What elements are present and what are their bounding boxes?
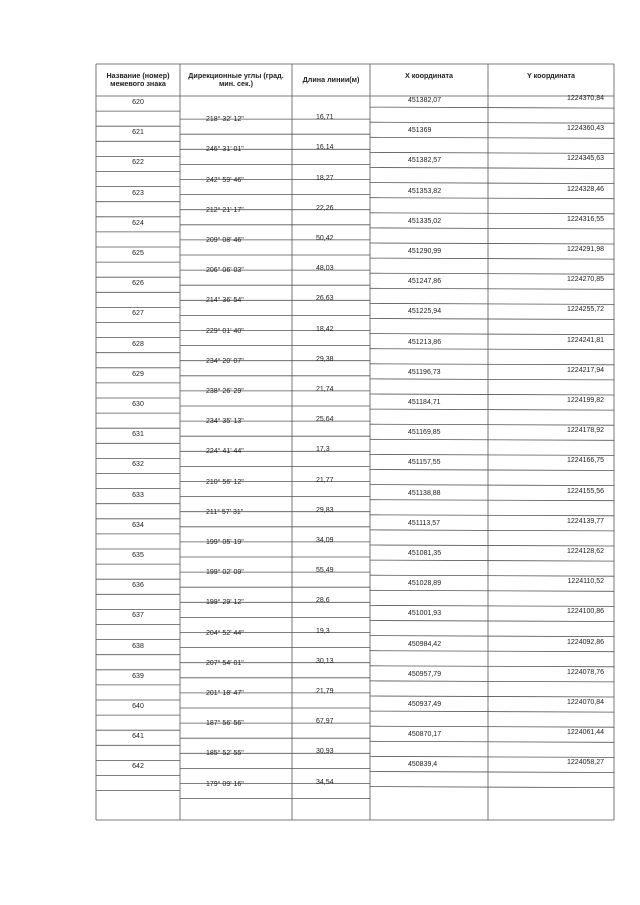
grid-line-row (370, 122, 614, 123)
header-angle: Дирекционные углы (град. мин. сек.) (188, 71, 284, 88)
line-length: 30,93 (316, 748, 334, 756)
y-coordinate: 1224345,63 (567, 155, 604, 163)
direction-angle: 214° 36' 54" (206, 297, 244, 305)
direction-angle: 204° 52' 44" (206, 629, 244, 637)
header-x: X координата (404, 71, 454, 80)
grid-line-row (370, 439, 614, 440)
y-coordinate: 1224255,72 (567, 306, 604, 314)
line-length: 21,77 (316, 476, 334, 484)
y-coordinate: 1224061,44 (567, 729, 604, 737)
line-length: 55,49 (316, 567, 334, 575)
grid-line-row (370, 696, 614, 697)
header-y: Y координата (527, 71, 575, 80)
grid-line-row (370, 409, 614, 410)
line-length: 21,79 (316, 687, 334, 695)
y-coordinate: 1224316,55 (567, 215, 604, 223)
point-name: 636 (132, 582, 144, 590)
direction-angle: 229° 01' 40" (206, 327, 244, 335)
x-coordinate: 451081,35 (408, 550, 442, 557)
point-name: 627 (132, 310, 144, 318)
direction-angle: 246° 31' 01" (206, 146, 244, 154)
x-coordinate: 451001,93 (408, 610, 442, 618)
grid-line-row (370, 379, 614, 380)
direction-angle: 238° 26' 29" (206, 387, 244, 395)
grid-line-row (370, 303, 614, 304)
x-coordinate: 451382,07 (408, 97, 442, 104)
grid-line-row (370, 756, 614, 757)
line-length: 67,97 (316, 718, 334, 726)
y-coordinate: 1224155,56 (567, 487, 604, 495)
line-length: 48,03 (316, 265, 334, 273)
point-name: 634 (132, 521, 144, 529)
x-coordinate: 451335,02 (408, 217, 442, 225)
y-coordinate: 1224178,92 (567, 427, 604, 435)
point-name: 620 (132, 99, 144, 106)
grid-line-row (370, 741, 614, 742)
line-length: 22,26 (316, 204, 334, 212)
point-name: 635 (132, 552, 144, 559)
x-coordinate: 451382,57 (408, 157, 442, 165)
grid-line-row (370, 334, 614, 335)
x-coordinate: 451353,82 (408, 187, 442, 195)
grid-line-row (370, 621, 614, 622)
point-name: 637 (132, 612, 144, 620)
grid-line-row (370, 424, 614, 425)
y-coordinate: 1224070,84 (567, 699, 604, 706)
direction-angle: 179° 09' 16" (206, 780, 244, 788)
point-name: 639 (132, 672, 144, 680)
grid-line-row (370, 168, 614, 169)
grid-line-row (370, 726, 614, 727)
x-coordinate: 451138,88 (408, 489, 441, 497)
x-coordinate: 450957,79 (408, 670, 442, 678)
x-coordinate: 451169,85 (408, 429, 441, 437)
grid-line-row (370, 152, 614, 153)
y-coordinate: 1224058,27 (567, 759, 604, 767)
point-name: 632 (132, 461, 144, 469)
line-length: 26,63 (316, 295, 334, 303)
direction-angle: 224° 41' 44" (206, 448, 244, 456)
x-coordinate: 451157,55 (408, 459, 441, 467)
line-length: 18,42 (316, 325, 334, 333)
y-coordinate: 1224217,94 (567, 366, 604, 374)
point-name: 629 (132, 370, 144, 378)
line-length: 29,83 (316, 506, 334, 514)
grid-line-row (370, 258, 614, 259)
point-name: 626 (132, 280, 144, 288)
line-length: 29,38 (316, 355, 334, 363)
grid-line-row (370, 394, 614, 395)
grid-line-row (370, 319, 614, 320)
y-coordinate: 1224092,86 (567, 638, 604, 646)
point-name: 631 (132, 431, 144, 439)
line-length: 16,14 (316, 144, 334, 152)
grid-line-row (370, 243, 614, 244)
direction-angle: 199° 05' 19" (206, 538, 244, 546)
line-length: 28,6 (316, 597, 330, 605)
direction-angle: 234° 35' 13" (206, 418, 244, 426)
header-length: Длина линии(м) (302, 75, 360, 84)
direction-angle: 242° 59' 46" (206, 176, 244, 184)
y-coordinate: 1224291,98 (567, 246, 604, 253)
grid-line-row (370, 288, 614, 289)
x-coordinate: 451028,89 (408, 580, 442, 588)
line-length: 25,64 (316, 416, 334, 424)
y-coordinate: 1224166,75 (567, 457, 604, 465)
grid-line-row (370, 560, 614, 561)
line-length: 19,3 (316, 627, 330, 635)
grid-line-row (370, 575, 614, 576)
y-coordinate: 1224078,76 (567, 668, 604, 676)
point-name: 638 (132, 642, 144, 650)
grid-line-row (370, 485, 614, 486)
direction-angle: 234° 20' 07" (206, 357, 244, 365)
y-coordinate: 1224110,52 (567, 578, 604, 586)
point-name: 625 (132, 250, 144, 257)
grid-line-row (370, 651, 614, 652)
header-name: Название (номер) межевого знака (106, 71, 170, 88)
direction-angle: 199° 02' 09" (206, 569, 244, 577)
point-name: 640 (132, 703, 144, 710)
grid-line-row (370, 349, 614, 350)
x-coordinate: 450937,49 (408, 701, 442, 708)
grid-line-row (370, 273, 614, 274)
grid-line-row (370, 198, 614, 199)
direction-angle: 211° 57' 31" (206, 508, 244, 516)
direction-angle: 206° 06' 03" (206, 267, 244, 275)
point-name: 623 (132, 189, 144, 197)
grid-line-row (370, 681, 614, 682)
x-coordinate: 451369 (408, 127, 432, 135)
point-name: 630 (132, 401, 144, 408)
point-name: 628 (132, 340, 144, 348)
grid-line-row (370, 137, 614, 138)
line-length: 18,27 (316, 174, 334, 182)
point-name: 641 (132, 733, 144, 741)
grid-line-row (370, 787, 614, 788)
grid-line-row (370, 454, 614, 455)
x-coordinate: 451113,57 (408, 519, 441, 527)
grid-line-row (370, 213, 614, 214)
direction-angle: 209° 08' 46" (206, 236, 244, 244)
grid-line-row (370, 590, 614, 591)
direction-angle: 187° 56' 56" (206, 720, 244, 728)
y-coordinate: 1224270,85 (567, 276, 604, 284)
point-name: 642 (132, 763, 144, 771)
line-length: 17,3 (316, 446, 330, 454)
grid-line-row (370, 605, 614, 606)
line-length: 34,54 (316, 778, 334, 786)
grid-line-row (370, 183, 614, 184)
y-coordinate: 1224328,46 (567, 185, 604, 193)
y-coordinate: 1224360,43 (567, 125, 604, 133)
grid-line-row (370, 470, 614, 471)
grid-line-row (370, 530, 614, 531)
x-coordinate: 451225,94 (408, 308, 442, 316)
line-length: 30,13 (316, 657, 334, 665)
x-coordinate: 451196,73 (408, 368, 441, 376)
point-name: 624 (132, 219, 144, 227)
direction-angle: 212° 21' 17" (206, 206, 244, 214)
y-coordinate: 1224241,81 (567, 336, 604, 344)
y-coordinate: 1224139,77 (567, 517, 604, 525)
grid-line-row (370, 636, 614, 637)
y-coordinate: 1224128,62 (567, 548, 604, 555)
grid-line-row (370, 772, 614, 773)
direction-angle: 210° 56' 12" (206, 478, 244, 486)
x-coordinate: 451184,71 (408, 399, 441, 406)
grid-line-row (370, 364, 614, 365)
grid-line-row (370, 711, 614, 712)
line-length: 50,42 (316, 234, 334, 242)
grid-line-row (370, 107, 614, 108)
point-name: 633 (132, 491, 144, 499)
y-coordinate: 1224100,86 (567, 608, 604, 616)
grid-line-row (370, 500, 614, 501)
x-coordinate: 451247,86 (408, 278, 442, 286)
grid-line-row (370, 545, 614, 546)
boundary-coordinates-table (96, 64, 614, 820)
y-coordinate: 1224370,84 (567, 95, 604, 102)
point-name: 622 (132, 159, 144, 167)
direction-angle: 218° 32' 12" (206, 116, 244, 124)
direction-angle: 207° 54' 01" (206, 659, 244, 667)
line-length: 34,09 (316, 536, 334, 544)
grid-line-row (370, 515, 614, 516)
grid-line-row (370, 666, 614, 667)
grid-line-row (370, 228, 614, 229)
x-coordinate: 451290,99 (408, 248, 442, 255)
direction-angle: 201° 18' 47" (206, 689, 244, 697)
line-length: 21,74 (316, 385, 334, 393)
direction-angle: 199° 29' 12" (206, 599, 244, 607)
x-coordinate: 451213,86 (408, 338, 442, 346)
x-coordinate: 450870,17 (408, 731, 442, 739)
direction-angle: 185° 52' 55" (206, 750, 244, 758)
point-name: 621 (132, 129, 144, 137)
line-length: 16,71 (316, 114, 334, 122)
x-coordinate: 450984,42 (408, 640, 442, 648)
y-coordinate: 1224199,82 (567, 397, 604, 404)
x-coordinate: 450839,4 (408, 761, 438, 769)
